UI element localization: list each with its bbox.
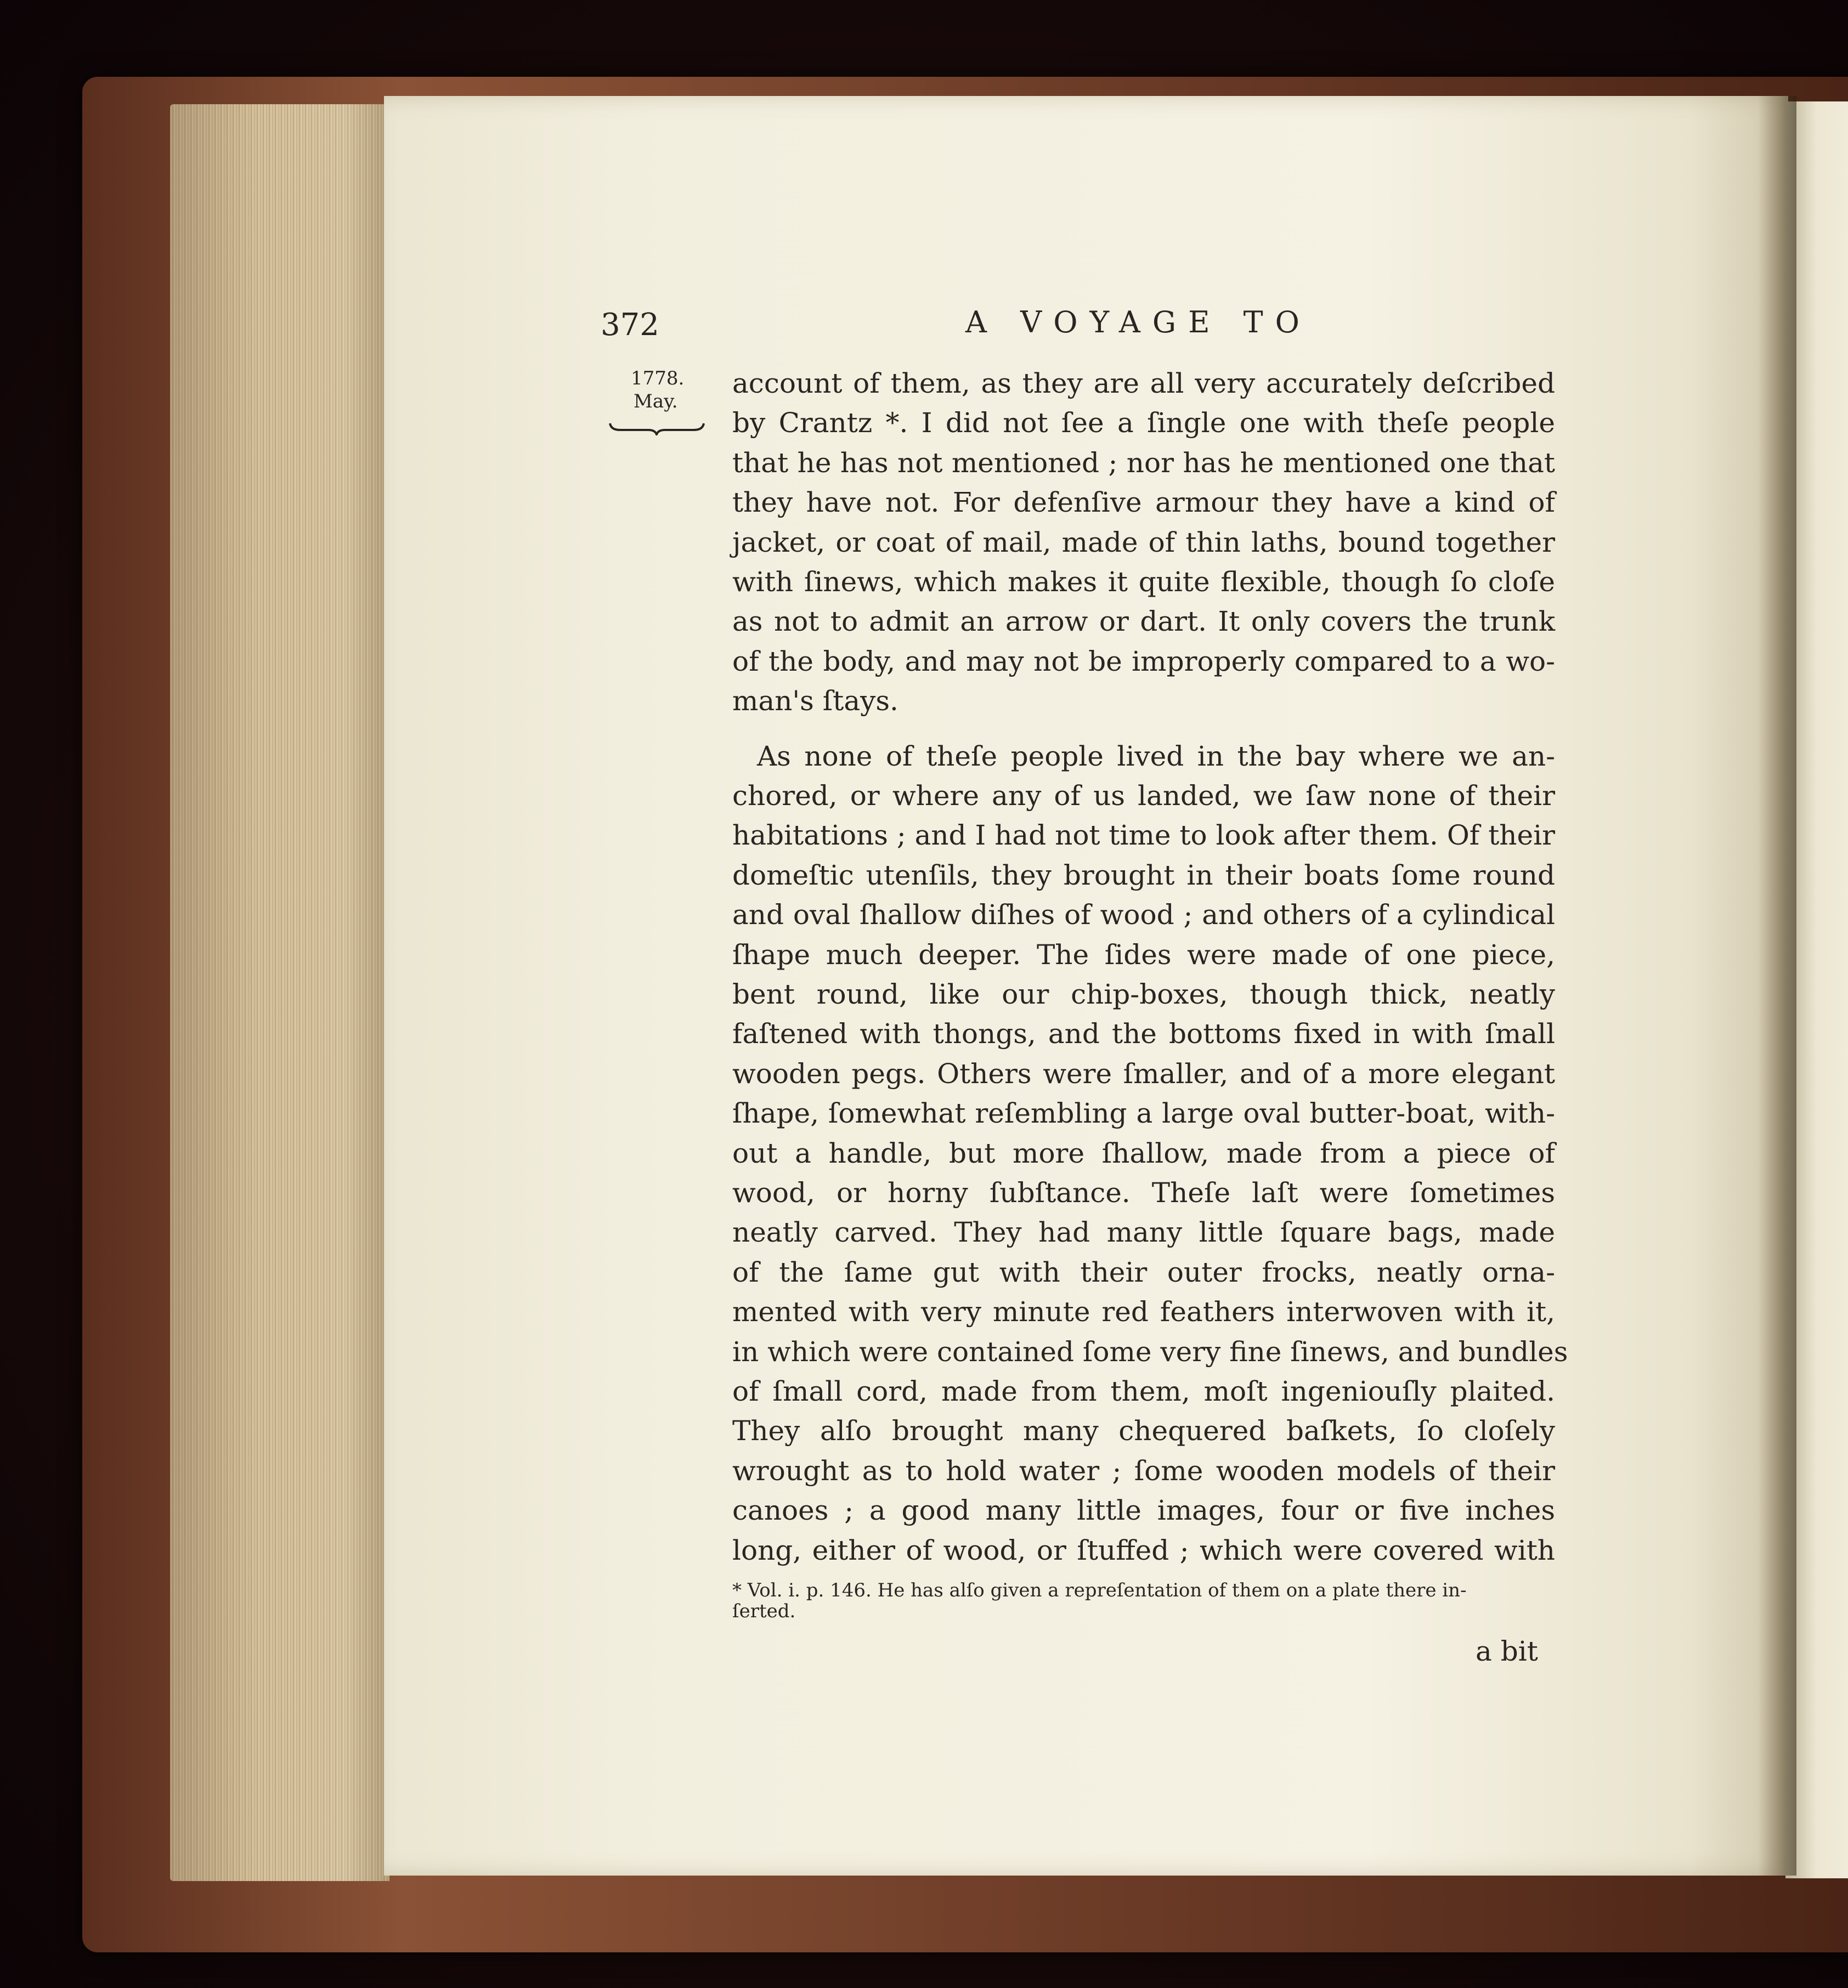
body-line: of ſmall cord, made from them, moſt ingeniouſly plaited. — [732, 1375, 1555, 1407]
body-line: of the ſame gut with their outer frocks, neatly orna- — [732, 1256, 1555, 1288]
margin-month: May. — [634, 390, 678, 412]
body-line: As none of theſe people lived in the bay where we an- — [757, 740, 1555, 772]
body-line: habitations ; and I had not time to look after them. Of their — [732, 819, 1555, 852]
body-line: ſhape much deeper. The ſides were made of one piece, — [732, 938, 1555, 971]
body-line: wooden pegs. Others were ſmaller, and of a more elegant — [732, 1057, 1555, 1090]
body-line: as not to admit an arrow or dart. It only covers the trunk — [732, 605, 1555, 638]
page-edges — [170, 104, 389, 1881]
gutter-shadow — [1758, 96, 1796, 1876]
body-line: of the body, and may not be improperly compared to a wo- — [732, 645, 1555, 677]
margin-brace-icon — [609, 421, 705, 435]
body-line: with ſinews, which makes it quite flexible, though ſo cloſe — [732, 566, 1555, 598]
body-line: and oval ſhallow diſhes of wood ; and others of a cylindical — [732, 899, 1555, 931]
body-line: neatly carved. They had many little ſquare bags, made — [732, 1216, 1555, 1249]
margin-year: 1778. — [631, 367, 685, 389]
body-line: out a handle, but more ſhallow, made from a piece of — [732, 1137, 1555, 1169]
body-line: long, either of wood, or ſtuffed ; which were covered with — [732, 1534, 1555, 1566]
body-line: bent round, like our chip-boxes, though thick, neatly — [732, 978, 1555, 1010]
body-line: faſtened with thongs, and the bottoms fixed in with ſmall — [732, 1018, 1555, 1050]
body-line: They alſo brought many chequered baſkets, ſo cloſely — [732, 1415, 1555, 1447]
body-line: jacket, or coat of mail, made of thin laths, bound together — [732, 526, 1555, 558]
body-line: that he has not mentioned ; nor has he mentioned one that — [732, 446, 1555, 479]
body-line: wrought as to hold water ; ſome wooden models of their — [732, 1454, 1555, 1487]
body-line: account of them, as they are all very accurately deſcribed — [732, 367, 1555, 399]
body-line: wood, or horny ſubſtance. Theſe laſt were ſometimes — [732, 1177, 1555, 1209]
running-title: A VOYAGE TO — [965, 305, 1312, 339]
page-number: 372 — [601, 307, 659, 343]
body-line: man's ſtays. — [732, 685, 898, 717]
catchword: a bit — [1476, 1635, 1538, 1667]
body-line: canoes ; a good many little images, four or five inches — [732, 1494, 1555, 1527]
body-line: by Crantz *. I did not ſee a ſingle one with theſe people — [732, 407, 1555, 439]
body-line: mented with very minute red feathers interwoven with it, — [732, 1296, 1555, 1328]
body-line: they have not. For defenſive armour they have a kind of — [732, 486, 1555, 519]
body-line: in which were contained ſome very fine ſinews, and bundles — [732, 1335, 1568, 1368]
body-line: chored, or where any of us landed, we ſaw none of their — [732, 780, 1555, 812]
body-line: ſhape, ſomewhat reſembling a large oval butter-boat, with- — [732, 1097, 1555, 1130]
footnote-line-2: ſerted. — [732, 1600, 796, 1622]
footnote-line-1: * Vol. i. p. 146. He has alſo given a repreſentation of them on a plate there in- — [732, 1579, 1467, 1601]
body-line: domeſtic utenſils, they brought in their boats ſome round — [732, 859, 1555, 891]
